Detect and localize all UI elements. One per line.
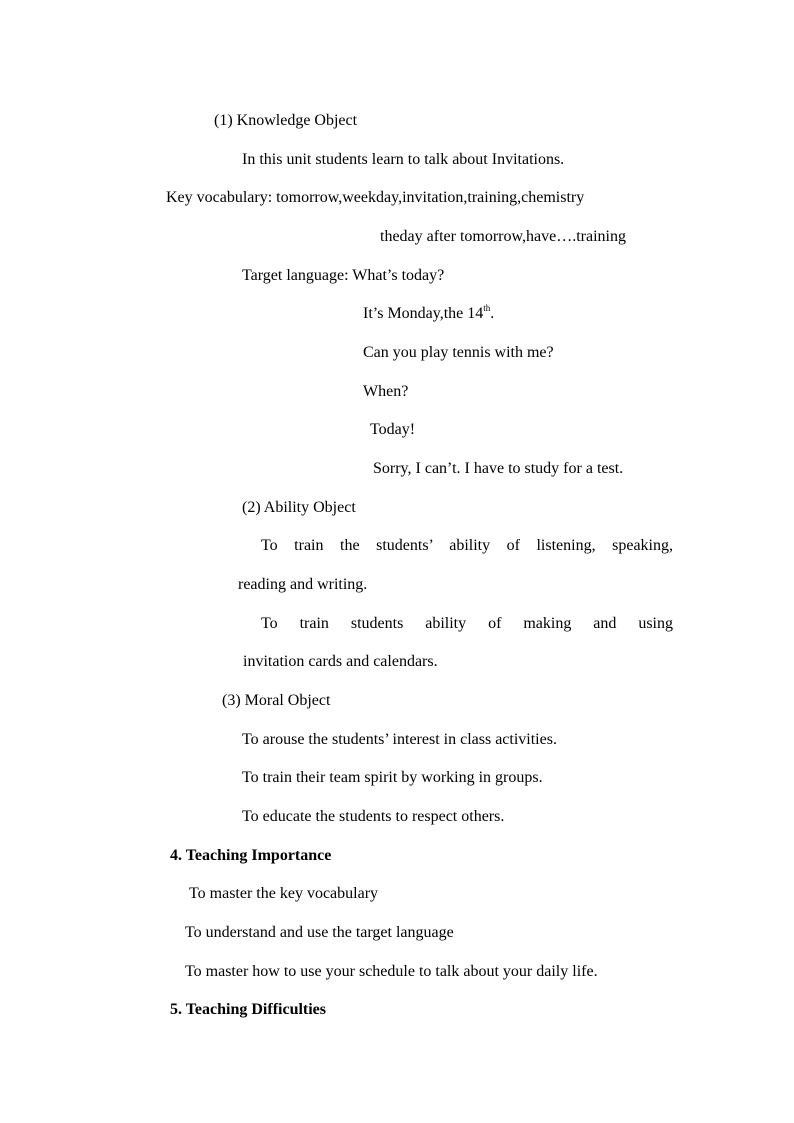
target-language-label: Target language: What’s today? (242, 267, 445, 284)
target-answer-1 (363, 304, 494, 324)
teaching-difficulties-heading: 5. Teaching Difficulties (170, 1001, 327, 1018)
key-vocabulary-line-2: theday after tomorrow,have….training (380, 228, 626, 245)
ability-object-heading: (2) Ability Object (242, 499, 356, 516)
ability-paragraph-2-line-1: To train students ability of making and using (261, 615, 673, 632)
importance-item: To understand and use the target language (185, 924, 454, 941)
moral-item: To arouse the students’ interest in class activities. (242, 731, 557, 748)
knowledge-object-heading: (1) Knowledge Object (214, 112, 358, 129)
moral-item: To train their team spirit by working in groups. (242, 769, 543, 786)
moral-item: To educate the students to respect others. (242, 808, 505, 825)
key-vocabulary-line-1: Key vocabulary: tomorrow,weekday,invitation,training,chemistry (166, 189, 585, 206)
importance-item: To master the key vocabulary (189, 885, 379, 902)
ordinal-suffix: th (483, 303, 491, 313)
ability-paragraph-2-line-2: invitation cards and calendars. (243, 653, 438, 670)
importance-item: To master how to use your schedule to talk about your daily life. (185, 963, 598, 980)
target-question-3: When? (363, 383, 409, 400)
teaching-importance-heading: 4. Teaching Importance (170, 847, 332, 864)
target-answer-4: Sorry, I can’t. I have to study for a test. (373, 460, 624, 477)
target-answer-3: Today! (370, 421, 416, 438)
target-answer-1-text: It’s Monday,the 14 (363, 305, 484, 322)
knowledge-intro: In this unit students learn to talk about Invitations. (242, 151, 565, 168)
ability-paragraph-1-line-1: To train the students’ ability of listening, speaking, (261, 537, 673, 554)
target-question-2: Can you play tennis with me? (363, 344, 554, 361)
target-answer-1-period: . (490, 305, 495, 322)
ability-paragraph-1-line-2: reading and writing. (238, 576, 368, 593)
moral-object-heading: (3) Moral Object (222, 692, 331, 709)
